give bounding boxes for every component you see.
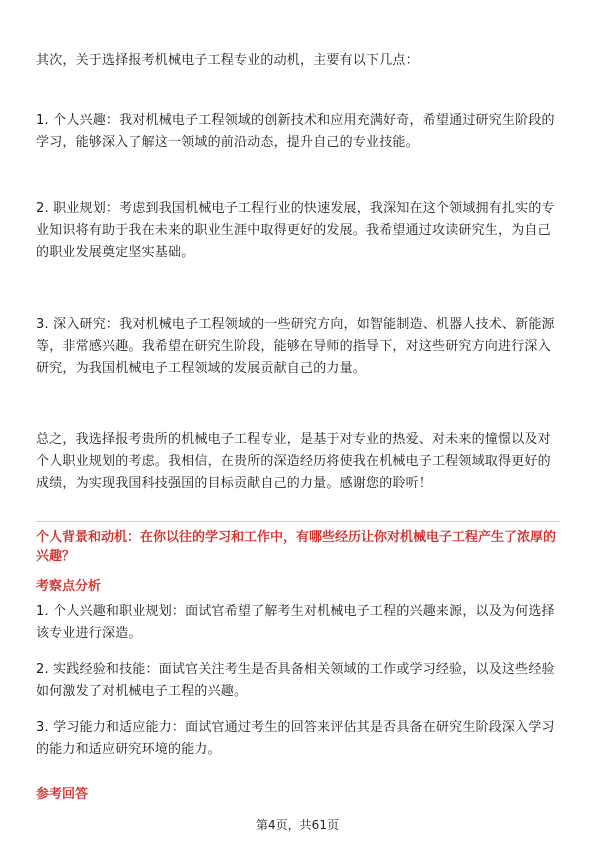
answer-heading: 参考回答 — [36, 787, 89, 802]
point-3: 3. 深入研究：我对机械电子工程领域的一些研究方向，如智能制造、机器人技术、新能源等，非常感兴趣。我希望在研究生阶段，能够在导师的指导下，对这些研究方向进行深入研究，为我国机械电子工程领域的发展贡献自己的力量。 — [36, 317, 555, 376]
point-1: 1. 个人兴趣：我对机械电子工程领域的创新技术和应用充满好奇，希望通过研究生阶段的学习，能够深入了解这一领域的前沿动态，提升自己的专业技能。 — [36, 113, 555, 150]
analysis-item-3: 3. 学习能力和适应能力：面试官通过考生的回答来评估其是否具备在研究生阶段深入学习的能力和适应研究环境的能力。 — [36, 720, 555, 757]
intro-paragraph: 其次，关于选择报考机械电子工程专业的动机，主要有以下几点： — [36, 53, 419, 68]
question-heading: 个人背景和动机：在你以往的学习和工作中，有哪些经历让你对机械电子工程产生了浓厚的兴趣？ — [36, 530, 557, 564]
point-2: 2. 职业规划：考虑到我国机械电子工程行业的快速发展，我深知在这个领域拥有扎实的专业知识将有助于我在未来的职业生涯中取得更好的发展。我希望通过攻读研究生，为自己的职业发展奠定坚实基础。 — [36, 201, 555, 260]
analysis-item-1: 1. 个人兴趣和职业规划：面试官希望了解考生对机械电子工程的兴趣来源，以及为何选择该专业进行深造。 — [36, 604, 555, 641]
analysis-item-2: 2. 实践经验和技能：面试官关注考生是否具备相关领域的工作或学习经验，以及这些经验如何激发了对机械电子工程的兴趣。 — [36, 662, 555, 699]
page-footer: 第4页，共61页 — [256, 818, 339, 832]
analysis-heading: 考察点分析 — [36, 579, 102, 594]
section-divider — [36, 521, 560, 522]
conclusion-paragraph: 总之，我选择报考贵所的机械电子工程专业，是基于对专业的热爱、对未来的憧憬以及对个人职业规划的考虑。我相信，在贵所的深造经历将使我在机械电子工程领域取得更好的成绩，为实现我国科技强国的目标贡献自己的力量。感谢您的聆听！ — [36, 432, 551, 491]
